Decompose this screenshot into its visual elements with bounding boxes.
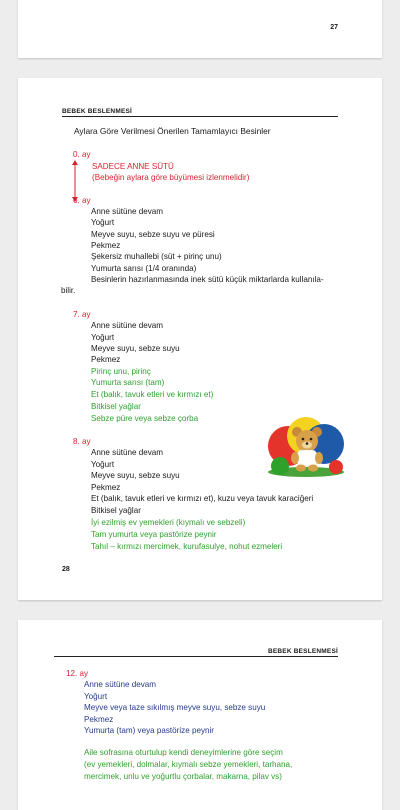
list-item: Pekmez — [91, 241, 121, 250]
list-item-new: Yumurta sarısı (tam) — [91, 378, 165, 387]
list-item-new: (ev yemekleri, dolmalar, kıymalı sebze yemekleri, tarhana, — [84, 760, 293, 769]
page-28 — [18, 78, 382, 600]
list-item: Yoğurt — [91, 218, 115, 227]
breastmilk-only-label: SADECE ANNE SÜTÜ — [92, 162, 174, 171]
list-item-new: mercimek, unlu ve yoğurtlu çorbalar, makarna, pilav vs) — [84, 772, 282, 781]
list-item-new: Tahıl – kırmızı mercimek, kurufasulye, nohut ezmeleri — [91, 542, 283, 551]
teddy-bear-illustration — [266, 414, 348, 478]
list-item: Pekmez — [84, 715, 114, 724]
age-6-label: 6. ay — [73, 196, 91, 205]
section-title: Aylara Göre Verilmesi Önerilen Tamamlayıcı Besinler — [74, 126, 271, 136]
list-item: Meyve suyu, sebze suyu ve püresi — [91, 230, 215, 239]
list-item: Anne sütüne devam — [91, 207, 163, 216]
page-number: 27 — [330, 24, 338, 31]
list-item: Pekmez — [91, 483, 121, 492]
list-item: Meyve veya taze sıkılmış meyve suyu, sebze suyu — [84, 703, 266, 712]
list-item: Meyve suyu, sebze suyu — [91, 471, 180, 480]
list-item: Besinlerin hazırlanmasında inek sütü küçük miktarlarda kullanıla- — [91, 275, 324, 284]
age-8-label: 8. ay — [73, 437, 91, 446]
age-12-label: 12. ay — [66, 669, 89, 678]
list-item: Et (balık, tavuk etleri ve kırmızı et), kuzu veya tavuk karaciğeri — [91, 494, 314, 503]
page-number: 28 — [62, 566, 70, 573]
list-item: Yoğurt — [84, 692, 108, 701]
growth-note: (Bebeğin aylara göre büyümesi izlenmelidir) — [92, 173, 250, 182]
running-header: BEBEK BESLENMESİ — [62, 108, 338, 117]
list-item: Meyve suyu, sebze suyu — [91, 344, 180, 353]
list-item: Şekersiz muhallebi (süt + pirinç unu) — [91, 252, 222, 261]
list-item-new: Sebze püre veya sebze çorba — [91, 414, 199, 423]
list-item: Pekmez — [91, 355, 121, 364]
list-item-new: İyi ezilmiş ev yemekleri (kıymalı ve sebzeli) — [91, 518, 246, 527]
list-item: Yumurta (tam) veya pastörize peynir — [84, 726, 215, 735]
list-item-new: Aile sofrasına oturtulup kendi deneyimlerine göre seçim — [84, 748, 283, 757]
running-header: BEBEK BESLENMESİ — [54, 648, 338, 657]
list-item: Anne sütüne devam — [84, 680, 156, 689]
page-27 — [18, 0, 382, 58]
age-0-label: 0. ay — [73, 150, 91, 159]
list-item: Yumurta sarısı (1/4 oranında) — [91, 264, 197, 273]
list-item: Bitkisel yağlar — [91, 506, 141, 515]
list-item-new: Et (balık, tavuk etleri ve kırmızı et) — [91, 390, 214, 399]
list-item: Anne sütüne devam — [91, 321, 163, 330]
list-item-new: Tam yumurta veya pastörize peynir — [91, 530, 217, 539]
list-item-new: Pirinç unu, pirinç — [91, 367, 151, 376]
list-item: Yoğurt — [91, 333, 115, 342]
list-item-wrap: bilir. — [61, 286, 76, 295]
age-7-label: 7. ay — [73, 310, 91, 319]
list-item-new: Bitkisel yağlar — [91, 402, 141, 411]
list-item: Anne sütüne devam — [91, 448, 163, 457]
list-item: Yoğurt — [91, 460, 115, 469]
page-29 — [18, 620, 382, 810]
